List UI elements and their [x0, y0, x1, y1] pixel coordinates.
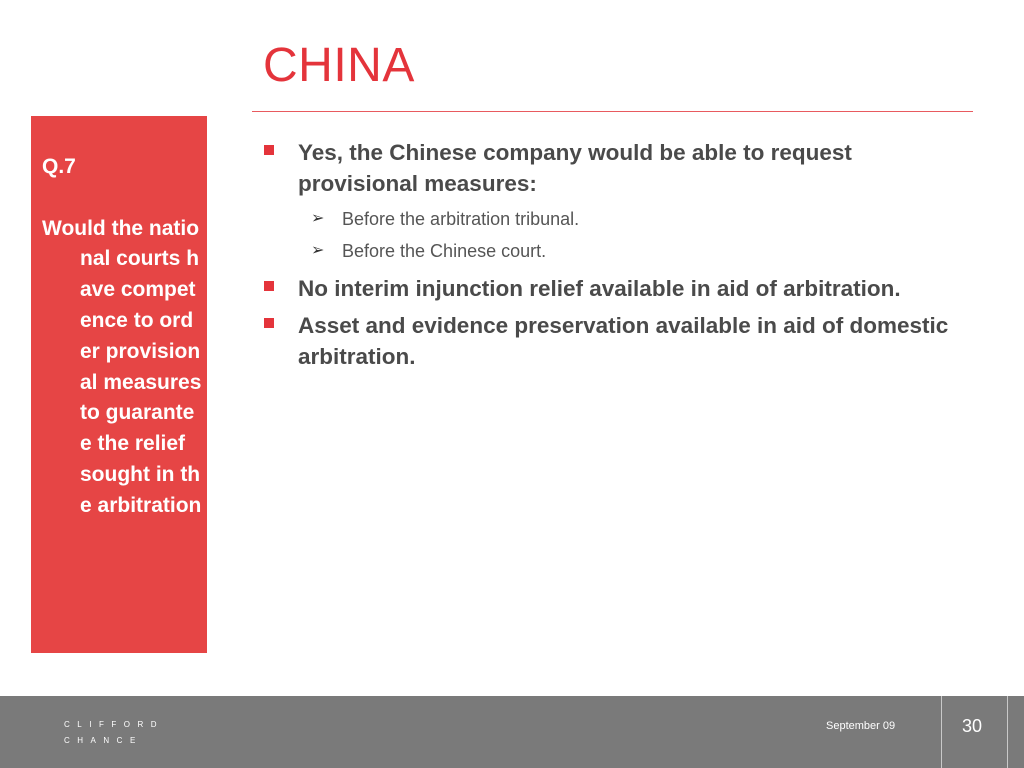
sub-bullet-text: Before the arbitration tribunal.	[342, 209, 580, 229]
bullet-text: Asset and evidence preservation available in aid of domestic arbitration.	[298, 313, 949, 369]
footer-divider	[1007, 696, 1008, 768]
slide-title: CHINA	[263, 39, 415, 92]
sub-bullet-text: Before the Chinese court.	[342, 241, 547, 261]
footer-date: September 09	[826, 720, 896, 732]
bullet-list	[258, 137, 958, 372]
title-divider	[252, 111, 973, 112]
logo-line-1: CLIFFORD	[64, 720, 164, 729]
bullet-text: Yes, the Chinese company would be able to request provisional measures:	[298, 140, 852, 196]
question-number: Q.7	[42, 155, 76, 178]
square-bullet-icon	[264, 281, 274, 291]
sub-bullet-item	[258, 203, 958, 235]
arrow-bullet-icon: ➢	[311, 210, 325, 227]
arrow-bullet-icon: ➢	[311, 242, 325, 259]
footer-divider	[941, 696, 942, 768]
square-bullet-icon	[264, 145, 274, 155]
bullet-item	[258, 137, 958, 199]
square-bullet-icon	[264, 318, 274, 328]
bullet-item	[258, 310, 958, 372]
sub-bullet-item	[258, 235, 958, 267]
logo-line-2: CHANCE	[64, 736, 143, 745]
page-number: 30	[962, 716, 983, 736]
bullet-text: No interim injunction relief available in aid of arbitration.	[298, 276, 901, 301]
company-logo	[64, 717, 164, 749]
question-body: Would the national courts have competence to order provisional measures to guarantee the relief sought in the arbitration	[42, 216, 202, 517]
question-text-block	[42, 152, 202, 522]
bullet-item	[258, 273, 958, 304]
